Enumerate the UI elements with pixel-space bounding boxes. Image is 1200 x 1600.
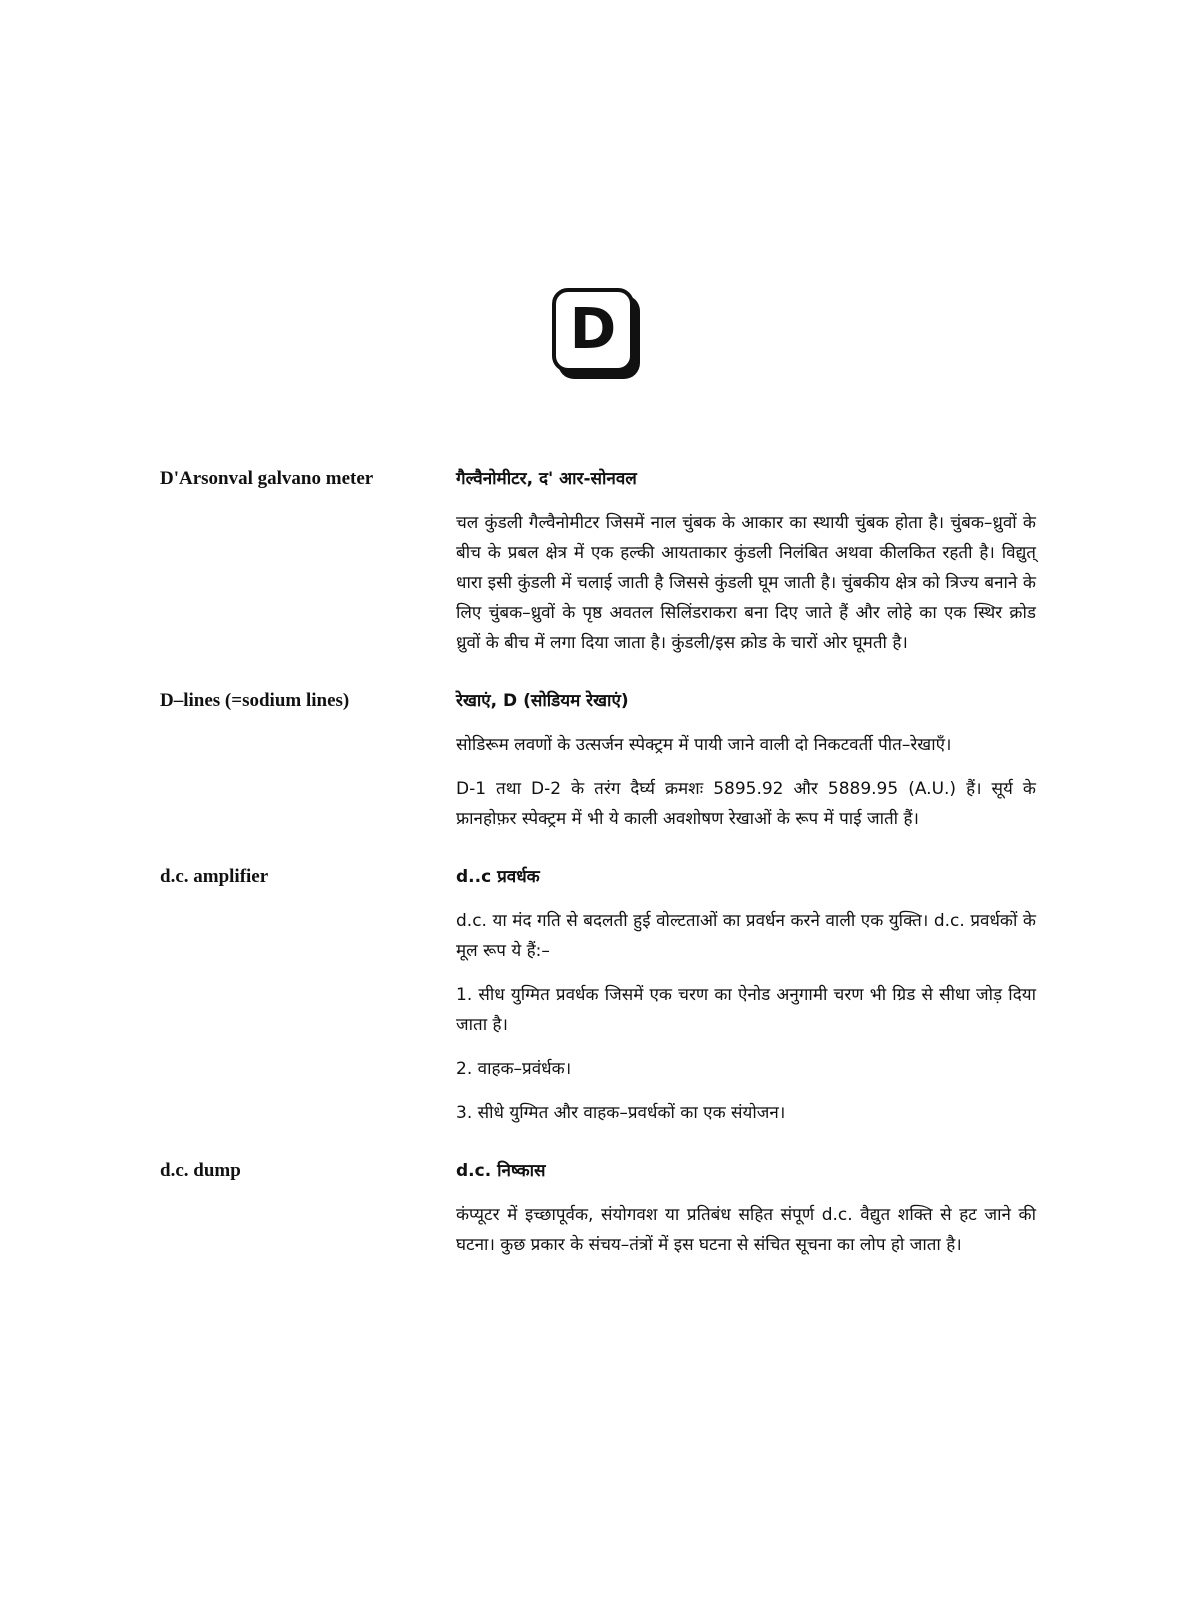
glossary-entry — [160, 862, 1040, 1142]
entry-heading: d..c प्रवर्धक — [456, 867, 540, 887]
entry-heading: d.c. निष्कास — [456, 1161, 546, 1181]
entry-paragraph: सोडिरूम लवणों के उत्सर्जन स्पेक्ट्रम में पायी जाने वाली दो निकटवर्ती पीत–रेखाएँ। — [456, 735, 952, 755]
glossary-entry — [160, 1156, 1040, 1274]
entry-paragraph: कंप्यूटर में इच्छापूर्वक, संयोगवश या प्रतिबंध सहित संपूर्ण d.c. वैद्युत शक्ति से हट जाने की घटना। कुछ प्रकार के संचय–तंत्रों में इस घटना से संचित सूचना का लोप हो जाता है। — [456, 1205, 1036, 1255]
entry-definition — [456, 1156, 1036, 1274]
entry-heading: गैल्वैनोमीटर, द' आर-सोनवल — [456, 469, 637, 489]
entry-paragraph: चल कुंडली गैल्वैनोमीटर जिसमें नाल चुंबक के आकार का स्थायी चुंबक होता है। चुंबक–ध्रुवों के बीच के प्रबल क्षेत्र में एक हल्की आयताकार कुंडली निलंबित अथवा कीलकित रहती है। विद्युत् धारा इसी कुंडली में चलाई जाती है जिससे कुंडली घूम जाती है। चुंबकीय क्षेत्र को त्रिज्य बनाने के लिए चुंबक–ध्रुवों के पृष्ठ अवतल सिलिंडराकरा बना दिए जाते हैं और लोहे का एक स्थिर क्रोड ध्रुवों के बीच में लगा दिया जाता है। कुंडली/इस क्रोड के चारों ओर घूमती है। — [456, 513, 1036, 653]
entry-term: d.c. amplifier — [160, 866, 269, 887]
entry-definition — [456, 464, 1036, 672]
section-letter-badge — [552, 288, 634, 372]
entry-paragraph: 3. सीधे युग्मित और वाहक–प्रवर्धकों का एक संयोजन। — [456, 1103, 786, 1123]
entry-paragraph: D-1 तथा D-2 के तरंग दैर्घ्य क्रमशः 5895.92 और 5889.95 (A.U.) हैं। सूर्य के फ्रानहोफ़र स्पेक्ट्रम में भी ये काली अवशोषण रेखाओं के रूप में पाई जाती हैं। — [456, 779, 1036, 829]
entry-definition — [456, 686, 1036, 848]
entry-term: D'Arsonval galvano meter — [160, 468, 374, 489]
entry-paragraph: 2. वाहक–प्रवंर्धक। — [456, 1059, 572, 1079]
entry-heading: रेखाएं, D (सोडियम रेखाएं) — [456, 691, 629, 711]
entry-term: D–lines (=sodium lines) — [160, 690, 350, 711]
entry-paragraph: 1. सीध युग्मित प्रवर्धक जिसमें एक चरण का ऐनोड अनुगामी चरण भी ग्रिड से सीधा जोड़ दिया जाता है। — [456, 985, 1036, 1035]
entry-paragraph: d.c. या मंद गति से बदलती हुई वोल्टताओं का प्रवर्धन करने वाली एक युक्ति। d.c. प्रवर्धकों के मूल रूप ये हैं:– — [456, 911, 1036, 961]
entry-definition — [456, 862, 1036, 1142]
glossary-entry — [160, 686, 1040, 848]
glossary-entry — [160, 464, 1040, 672]
section-letter: D — [569, 297, 617, 362]
glossary-entries — [160, 464, 1040, 1288]
entry-term: d.c. dump — [160, 1160, 241, 1181]
